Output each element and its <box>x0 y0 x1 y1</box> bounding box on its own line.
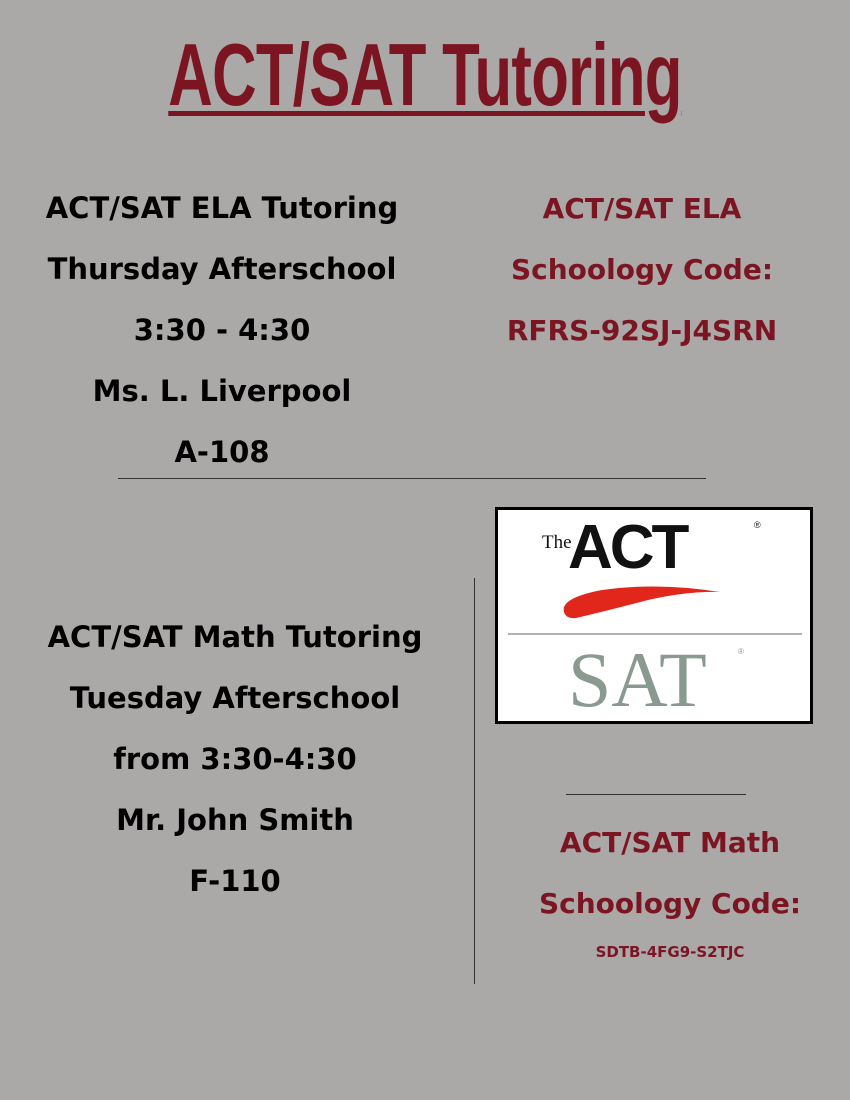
math-code: SDTB-4FG9-S2TJC <box>595 943 745 961</box>
ela-teacher: Ms. L. Liverpool <box>92 374 352 408</box>
math-code-heading: ACT/SAT Math <box>559 826 781 859</box>
ela-code-label: Schoology Code: <box>510 253 774 286</box>
math-teacher: Mr. John Smith <box>116 803 354 837</box>
section-divider <box>118 478 706 479</box>
act-sat-logo <box>495 507 813 724</box>
ela-time: 3:30 - 4:30 <box>133 313 311 347</box>
math-time: from 3:30-4:30 <box>113 742 357 776</box>
math-code-block <box>500 812 840 934</box>
logo-act: ACT <box>568 513 687 582</box>
logo-act-registered: ® <box>754 520 761 530</box>
math-code-label: Schoology Code: <box>538 887 802 920</box>
page-title: ACT/SAT Tutoring <box>168 25 682 124</box>
logo-sat-registered: ® <box>738 647 744 656</box>
ela-day: Thursday Afterschool <box>47 252 397 286</box>
logo-the: The <box>542 532 572 553</box>
ela-room: A-108 <box>174 435 270 469</box>
math-code-divider <box>566 794 746 795</box>
ela-heading: ACT/SAT ELA Tutoring <box>45 191 399 225</box>
logo-sat: SAT <box>568 636 707 721</box>
math-day: Tuesday Afterschool <box>69 681 401 715</box>
ela-code: RFRS-92SJ-J4SRN <box>506 314 778 347</box>
ela-tutoring-info <box>0 178 444 483</box>
act-sat-logo-graphic <box>498 510 810 721</box>
math-heading: ACT/SAT Math Tutoring <box>47 620 423 654</box>
column-divider <box>474 578 475 984</box>
ela-code-block <box>462 178 822 361</box>
ela-code-heading: ACT/SAT ELA <box>542 192 742 225</box>
logo-red-swoosh <box>564 586 720 618</box>
math-tutoring-info <box>13 607 457 912</box>
math-room: F-110 <box>189 864 281 898</box>
